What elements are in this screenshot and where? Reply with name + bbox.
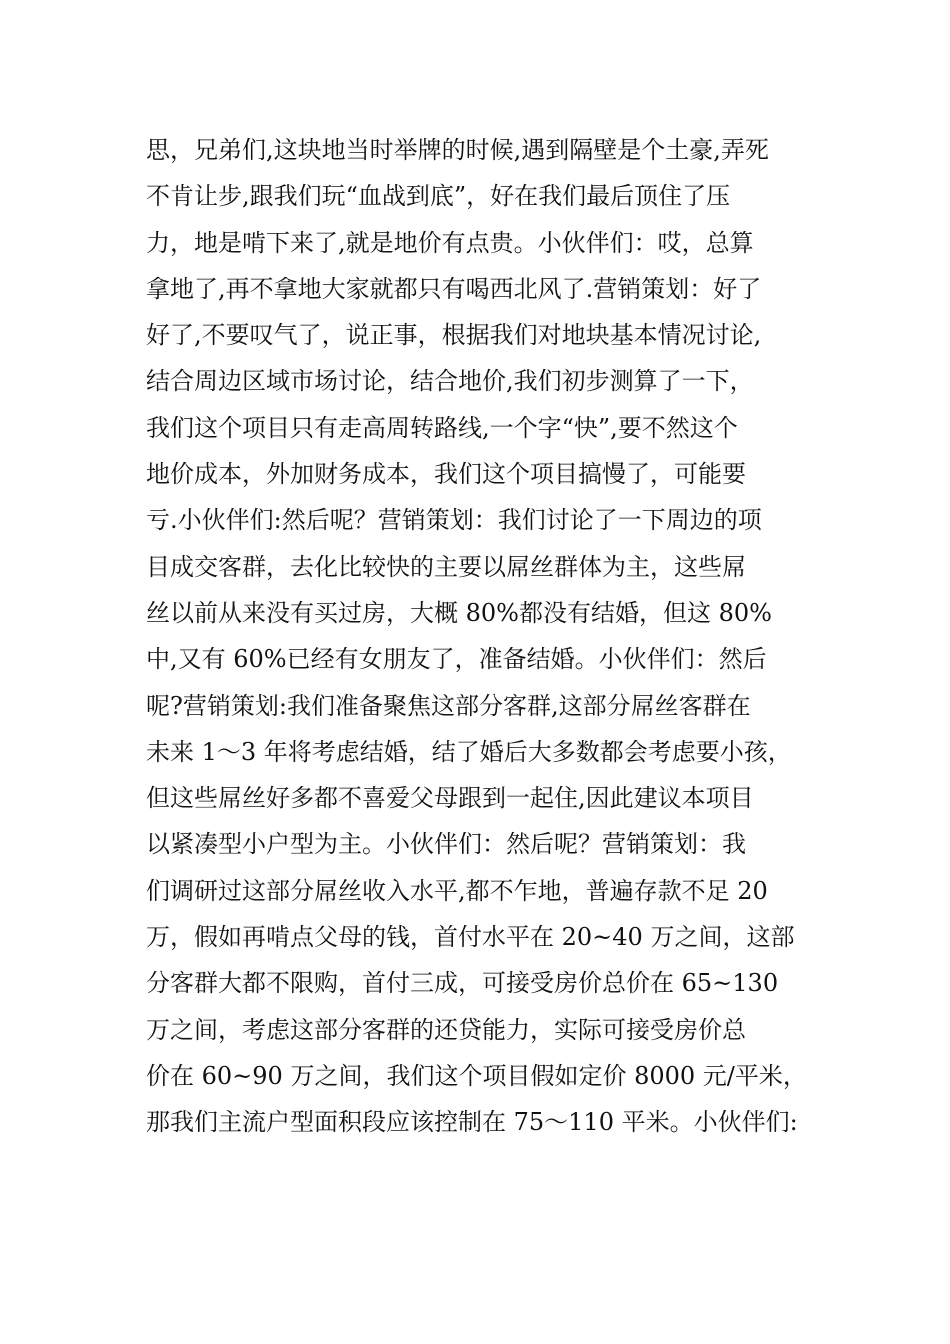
body-text [146,127,826,1146]
text-line: 好了,不要叹气了，说正事，根据我们对地块基本情况讨论, [146,321,762,350]
text-line: 拿地了,再不拿地大家就都只有喝西北风了.营销策划：好了 [146,274,762,303]
text-line: 价在 60~90 万之间，我们这个项目假如定价 8000 元/平米， [146,1061,807,1090]
text-line: 万之间，考虑这部分客群的还贷能力，实际可接受房价总 [146,1015,746,1044]
text-line: 不肯让步,跟我们玩“血战到底”，好在我们最后顶住了压 [146,182,731,211]
text-line: 亏.小伙伴们:然后呢？营销策划：我们讨论了一下周边的项 [146,506,762,535]
text-line: 我们这个项目只有走高周转路线,一个字“快”,要不然这个 [146,413,738,442]
text-line: 但这些屌丝好多都不喜爱父母跟到一起住,因此建议本项目 [146,784,754,813]
text-line: 思，兄弟们,这块地当时举牌的时候,遇到隔壁是个土豪,弄死 [146,136,769,164]
text-line: 们调研过这部分屌丝收入水平,都不乍地，普遍存款不足 20 [146,876,768,905]
text-line: 分客群大都不限购，首付三成，可接受房价总价在 65~130 [146,969,779,998]
text-line: 中,又有 60%已经有女朋友了，准备结婚。小伙伴们：然后 [146,645,767,674]
text-line: 那我们主流户型面积段应该控制在 75～110 平米。小伙伴们: [146,1108,798,1137]
text-line: 呢?营销策划:我们准备聚焦这部分客群,这部分屌丝客群在 [146,691,751,720]
text-line: 万，假如再啃点父母的钱，首付水平在 20~40 万之间，这部 [146,923,795,952]
text-line: 目成交客群，去化比较快的主要以屌丝群体为主，这些屌 [146,552,746,581]
text-line: 地价成本，外加财务成本，我们这个项目搞慢了，可能要 [146,460,746,489]
text-line: 结合周边区域市场讨论，结合地价,我们初步测算了一下， [146,367,754,396]
text-line: 力，地是啃下来了,就是地价有点贵。小伙伴们：哎，总算 [146,228,754,257]
text-line: 丝以前从来没有买过房，大概 80%都没有结婚，但这 80% [146,598,772,627]
text-line: 未来 1～3 年将考虑结婚，结了婚后大多数都会考虑要小孩， [146,737,792,766]
text-line: 以紧凑型小户型为主。小伙伴们：然后呢？营销策划：我 [146,830,746,859]
